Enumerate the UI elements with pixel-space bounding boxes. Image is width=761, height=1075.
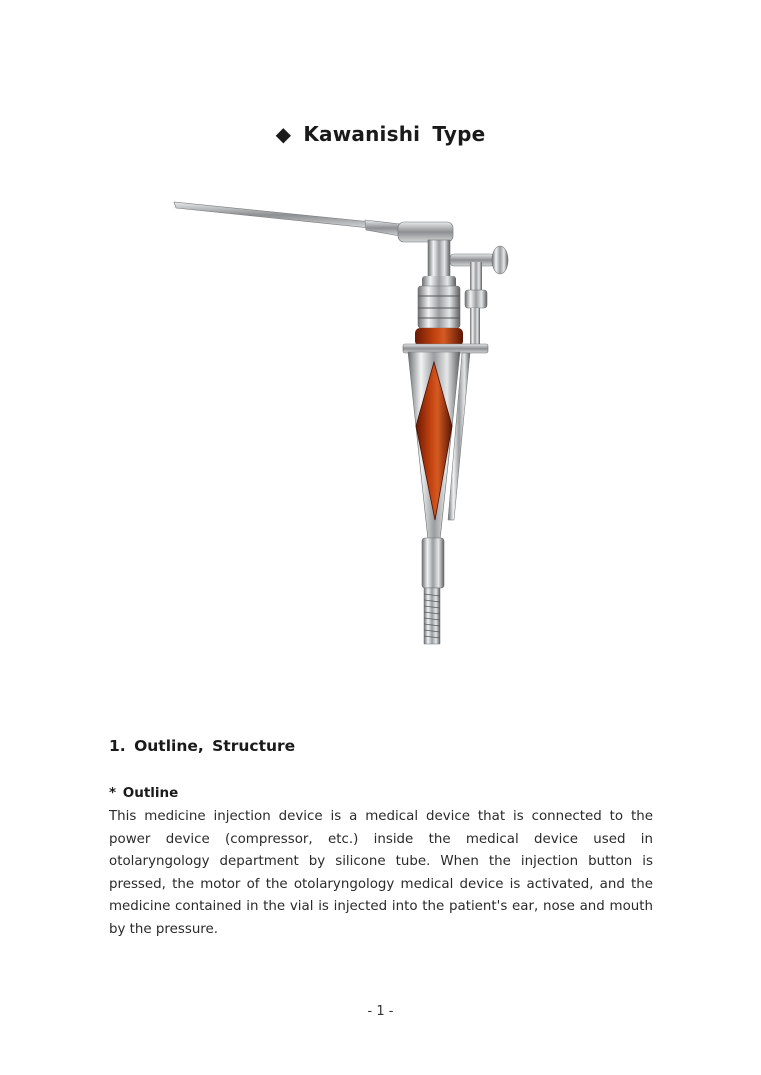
- page-number: - 1 -: [367, 1004, 394, 1019]
- document-title: ◆ Kawanishi Type: [275, 122, 486, 146]
- medicine-injection-device-icon: [160, 190, 520, 660]
- device-image: [160, 190, 520, 660]
- section-heading: 1. Outline, Structure: [109, 737, 296, 755]
- outline-subheading: * Outline: [109, 785, 179, 801]
- outline-paragraph: This medicine injection device is a medical device that is connected to the power device (compressor, etc.) inside the medical device used in otolaryngology department by silicone tube. When the injection button is pressed, the motor of the otolaryngology medical device is activated, and the medicine contained in the vial is injected into the patient's ear, nose and mouth by the pressure.: [109, 809, 653, 937]
